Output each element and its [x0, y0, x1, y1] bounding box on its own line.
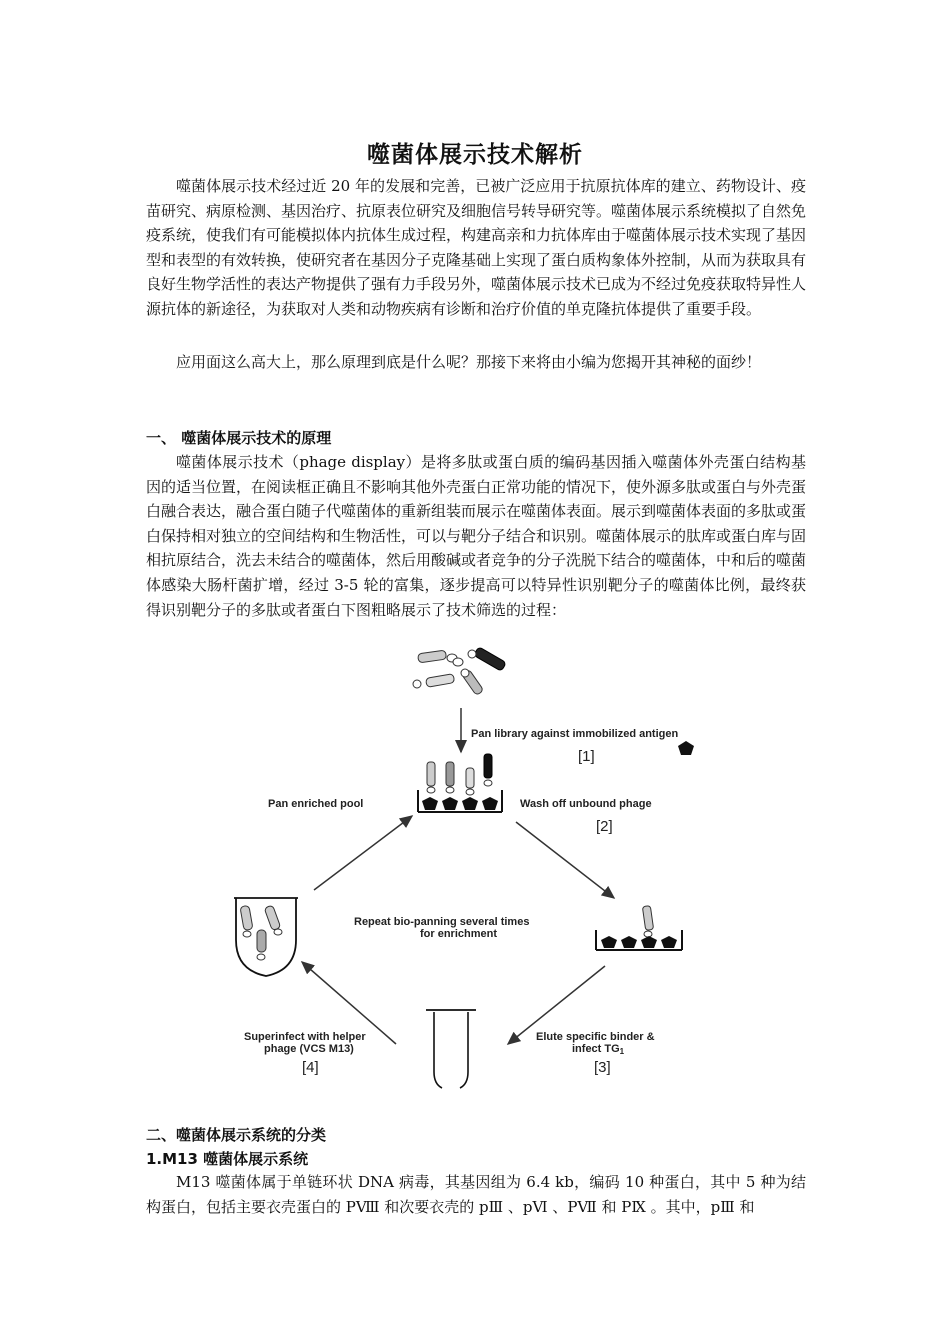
antigen-icon: [678, 741, 694, 755]
superinfect-label-line-1: Superinfect with helper: [244, 1031, 366, 1043]
elution-tube-icon: [426, 1010, 476, 1088]
superinfect-label-line-2: phage (VCS M13): [264, 1043, 354, 1055]
section-1-paragraph: 噬菌体展示技术（phage display）是将多肽或蛋白质的编码基因插入噬菌体外壳蛋白结构基因的适当位置，在阅读框正确且不影响其他外壳蛋白正常功能的情况下，使外源多肽或蛋白与外壳蛋白融合表达，融合蛋白随子代噬菌体的重新组装而展示在噬菌体表面。展示到噬菌体表面的多肽或蛋白保持相对独立的空间结构和生物活性，可以与靶分子结合和识别。噬菌体展示的肽库或蛋白库与固相抗原结合，洗去未结合的噬菌体，然后用酸碱或者竞争的分子洗脱下结合的噬菌体，中和后的噬菌体感染大肠杆菌扩增，经过 3-5 轮的富集，逐步提高可以特异性识别靶分子的噬菌体比例，最终获得识别靶分子的多肽或者蛋白下图粗略展示了技术筛选的过程：: [146, 453, 807, 619]
intro-paragraph-1: 噬菌体展示技术经过近 20 年的发展和完善，已被广泛应用于抗原抗体库的建立、药物设计、疫苗研究、病原检测、基因治疗、抗原表位研究及细胞信号转导研究等。噬菌体展示系统模拟了自然免疫系统，使我们有可能模拟体内抗体生成过程，构建高亲和力抗体库由于噬菌体展示技术实现了基因型和表型的有效转换，使研究者在基因分子克隆基础上实现了蛋白质构象体外控制，从而为获取具有良好生物学活性的表达产物提供了强有力手段另外，噬菌体展示技术已成为不经过免疫获取特异性人源抗体的新途径，为获取对人类和动物疾病有诊断和治疗价值的单克隆抗体提供了重要手段。: [146, 177, 807, 318]
section-1-heading: 一、 噬菌体展示技术的原理: [146, 429, 332, 447]
elute-label-main: infect TG: [572, 1043, 620, 1055]
pan-enriched-label: Pan enriched pool: [268, 798, 364, 810]
section-2-heading: 二、噬菌体展示系统的分类: [146, 1126, 327, 1144]
bound-phage-tray: [596, 906, 682, 950]
phage-panning-figure: [220, 640, 725, 1090]
step-1-label: [1]: [578, 748, 595, 765]
phage-library-icon: [413, 647, 506, 696]
wash-off-label: Wash off unbound phage: [520, 798, 652, 810]
culture-tube-icon: [234, 898, 298, 976]
repeat-label-line-1: Repeat bio-panning several times: [354, 916, 530, 928]
elute-label-line-1: Elute specific binder &: [536, 1031, 655, 1043]
step-4-label: [4]: [302, 1059, 319, 1076]
document-title: 噬菌体展示技术解析: [367, 142, 583, 168]
step-2-label: [2]: [596, 818, 613, 835]
intro-paragraph-2: 应用面这么高大上，那么原理到底是什么呢？那接下来将由小编为您揭开其神秘的面纱！: [176, 353, 762, 371]
elute-label-subscript: 1: [619, 1047, 625, 1056]
section-2-sub-heading: 1.M13 噬菌体展示系统: [146, 1150, 309, 1168]
step-3-label: [3]: [594, 1059, 611, 1076]
repeat-label-line-2: for enrichment: [420, 928, 498, 940]
section-2-paragraph: M13 噬菌体属于单链环状 DNA 病毒，其基因组为 6.4 kb，编码 10 种蛋白，其中 5 种为结构蛋白，包括主要衣壳蛋白的 PⅧ 和次要衣壳的 pⅢ 、pⅥ 、PⅦ 和 PⅨ 。其中，pⅢ 和: [146, 1173, 806, 1216]
pan-library-label: Pan library against immobilized antigen: [471, 728, 679, 740]
immobilized-antigen-tray: [418, 754, 502, 812]
elute-label-line-2: [572, 1043, 625, 1056]
